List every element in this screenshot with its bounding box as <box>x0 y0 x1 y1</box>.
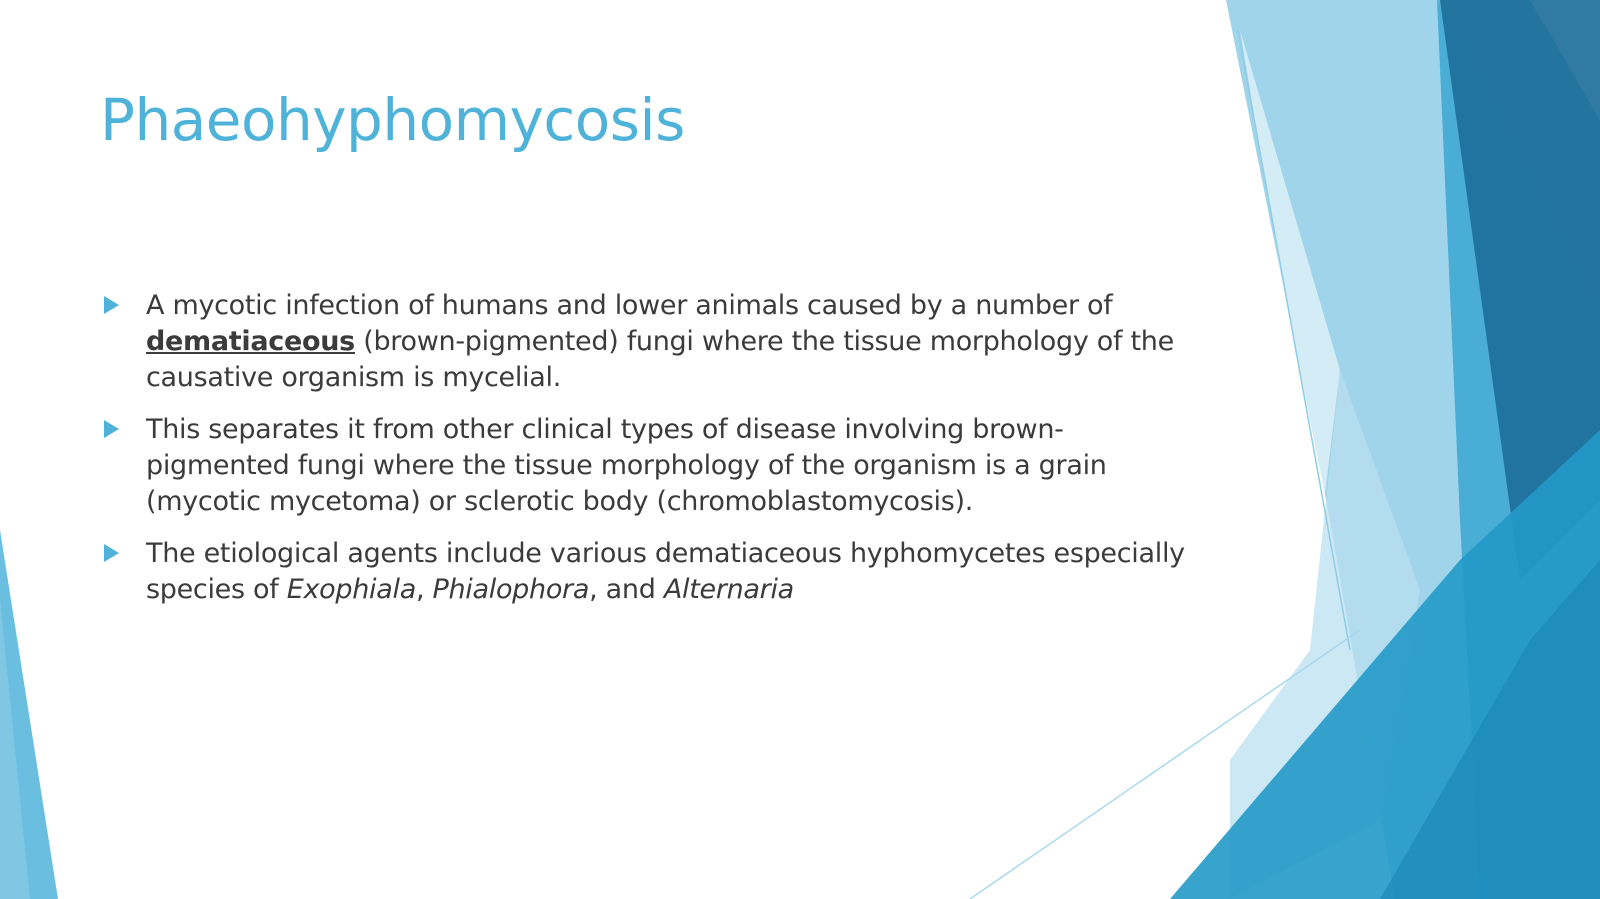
genus-phialophora: Phialophora <box>432 574 590 605</box>
slide-title: Phaeohyphomycosis <box>100 86 685 154</box>
genus-exophiala: Exophiala <box>286 574 416 605</box>
bullet-text: A mycotic infection of humans and lower animals caused by a number of <box>146 290 1113 321</box>
bullet-item-distinction <box>100 412 1195 520</box>
bullet-text: (brown-pigmented) fungi where the tissue morphology of the causative organism is mycelial. <box>146 326 1174 393</box>
bullet-item-agents <box>100 536 1195 608</box>
bullet-arrow-icon <box>104 296 119 314</box>
bullet-arrow-icon <box>104 544 119 562</box>
bullet-item-definition <box>100 288 1195 396</box>
bullet-arrow-icon <box>104 420 119 438</box>
bullet-text: The etiological agents include various dematiaceous hyphomycetes especially species of <box>146 538 1185 605</box>
separator: , <box>415 574 433 605</box>
bullet-list <box>100 288 1195 624</box>
separator: , and <box>589 574 664 605</box>
term-dematiaceous-link[interactable]: dematiaceous <box>146 326 355 357</box>
genus-alternaria: Alternaria <box>663 574 794 605</box>
bullet-text: This separates it from other clinical types of disease involving brown-pigmented fungi where the tissue morphology of the organism is a grain (mycotic mycetoma) or sclerotic body (chromoblastomycosis). <box>146 414 1107 517</box>
